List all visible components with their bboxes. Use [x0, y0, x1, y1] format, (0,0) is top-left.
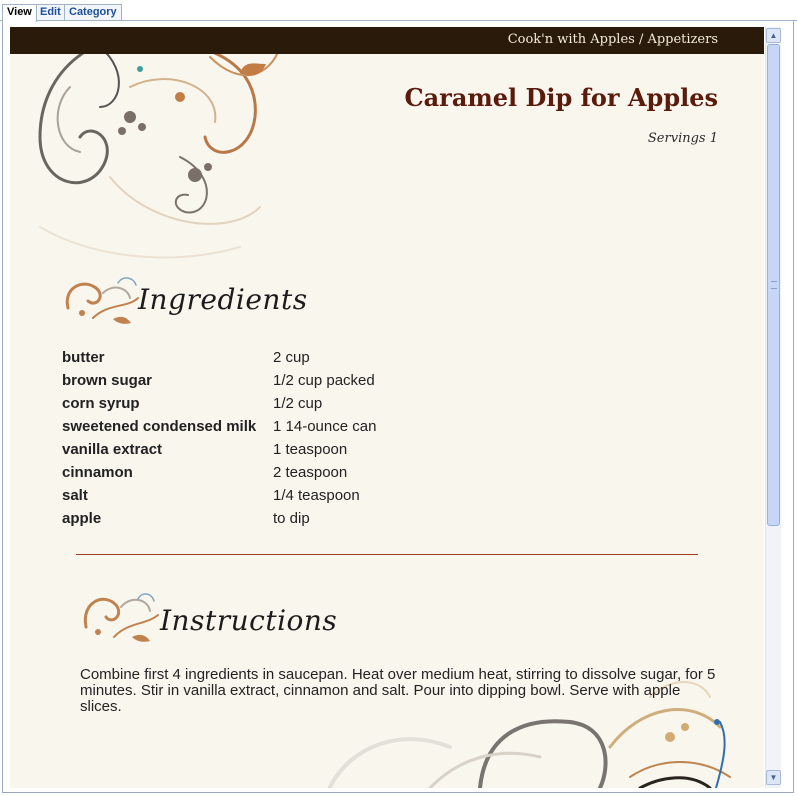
tab-bar: [0, 0, 797, 22]
ingredient-amount: 1 14-ounce can: [273, 418, 377, 435]
ingredient-row: [62, 484, 376, 507]
ingredient-row: [62, 415, 376, 438]
ingredient-amount: 1/2 cup: [273, 395, 323, 412]
ingredients-ornament-icon: [58, 263, 148, 327]
section-divider: [76, 554, 698, 555]
ingredient-name: apple: [62, 510, 102, 527]
ingredient-name: butter: [62, 349, 105, 366]
ingredients-table: [62, 346, 376, 530]
breadcrumb: Cook'n with Apples / Appetizers: [507, 32, 718, 47]
ingredients-heading: Ingredients: [138, 283, 308, 316]
arrow-down-icon[interactable]: ▼: [766, 770, 781, 785]
ingredient-name: corn syrup: [62, 395, 140, 412]
vertical-scrollbar[interactable]: [765, 27, 781, 788]
ingredient-name: sweetened condensed milk: [62, 418, 257, 435]
category-bar: [10, 27, 764, 54]
ingredient-amount: 2 cup: [273, 349, 310, 366]
instructions-text: Combine first 4 ingredients in saucepan. Heat over medium heat, stirring to dissolve sugar, for 5 minutes. Stir in vanilla extract, cinnamon and salt. Pour into dipping bowl. Serve with apple slices.: [80, 666, 716, 715]
arrow-up-icon[interactable]: ▲: [766, 28, 781, 43]
instructions-ornament-icon: [76, 577, 166, 647]
ingredient-amount: 1 teaspoon: [273, 441, 348, 458]
ingredient-row: [62, 461, 376, 484]
ingredient-name: salt: [62, 487, 88, 504]
ingredient-row: [62, 438, 376, 461]
ingredient-row: [62, 392, 376, 415]
floral-flourish-top-left: [10, 27, 300, 287]
ingredient-name: vanilla extract: [62, 441, 163, 458]
recipe-page: [10, 27, 764, 788]
tab-view[interactable]: View: [2, 4, 37, 22]
ingredient-amount: 1/4 teaspoon: [273, 487, 360, 504]
ingredient-row: [62, 507, 376, 530]
ingredient-row: [62, 346, 376, 369]
ingredient-name: cinnamon: [62, 464, 133, 481]
ingredient-amount: 1/2 cup packed: [273, 372, 375, 389]
recipe-title: Caramel Dip for Apples: [404, 83, 718, 112]
ingredient-name: brown sugar: [62, 372, 153, 389]
ingredient-row: [62, 369, 376, 392]
instructions-heading: Instructions: [160, 604, 338, 637]
tab-category[interactable]: Category: [64, 4, 122, 21]
tab-edit[interactable]: Edit: [35, 4, 66, 21]
scrollbar-thumb[interactable]: [767, 44, 780, 526]
servings-label: Servings 1: [647, 131, 718, 146]
ingredient-amount: 2 teaspoon: [273, 464, 348, 481]
grip-icon: [771, 281, 777, 289]
ingredient-amount: to dip: [273, 510, 310, 527]
